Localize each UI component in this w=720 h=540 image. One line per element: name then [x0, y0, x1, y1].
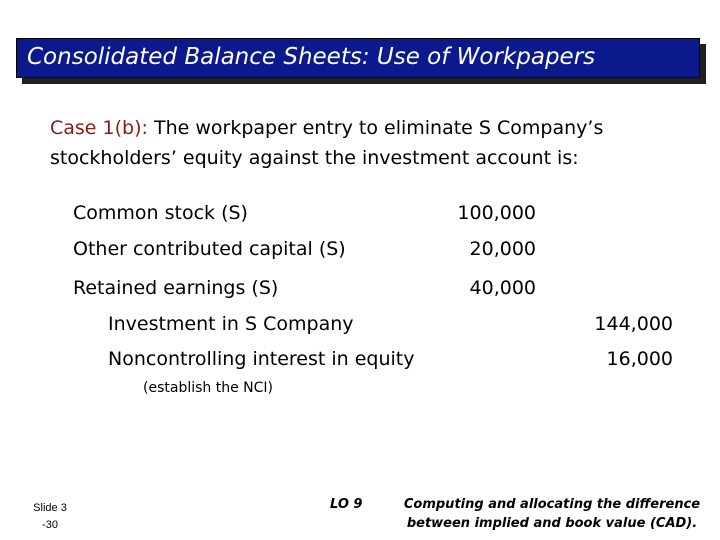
case-text-line2: stockholders’ equity against the investment account is: — [50, 147, 579, 169]
lo-description — [382, 495, 720, 533]
entry-credit-investment: 144,000 — [594, 313, 673, 335]
lo-description-line2: between implied and book value (CAD). — [406, 516, 698, 531]
entry-account-common-stock: Common stock (S) — [73, 202, 248, 224]
case-label: Case 1(b): — [50, 117, 148, 139]
case-description — [50, 113, 690, 173]
lo-number: LO 9 — [330, 497, 363, 512]
case-text-line1: The workpaper entry to eliminate S Company’s — [147, 117, 604, 139]
entry-account-investment: Investment in S Company — [108, 313, 354, 335]
entry-account-retained-earnings: Retained earnings (S) — [73, 277, 279, 299]
lo-description-line1: Computing and allocating the difference — [403, 497, 701, 512]
entry-note: (establish the NCI) — [143, 380, 273, 396]
entry-credit-nci: 16,000 — [606, 348, 673, 370]
entry-account-nci: Noncontrolling interest in equity — [108, 348, 415, 370]
entry-debit-retained-earnings: 40,000 — [469, 277, 536, 299]
entry-debit-other-contributed-capital: 20,000 — [469, 238, 536, 260]
title-bar — [16, 38, 700, 78]
slide-title: Consolidated Balance Sheets: Use of Workpapers — [27, 44, 596, 70]
slide-number — [30, 500, 70, 534]
entry-account-other-contributed-capital: Other contributed capital (S) — [73, 238, 346, 260]
slide-number-line2: -30 — [42, 519, 58, 531]
entry-debit-common-stock: 100,000 — [457, 202, 536, 224]
slide-number-line1: Slide 3 — [33, 502, 67, 514]
